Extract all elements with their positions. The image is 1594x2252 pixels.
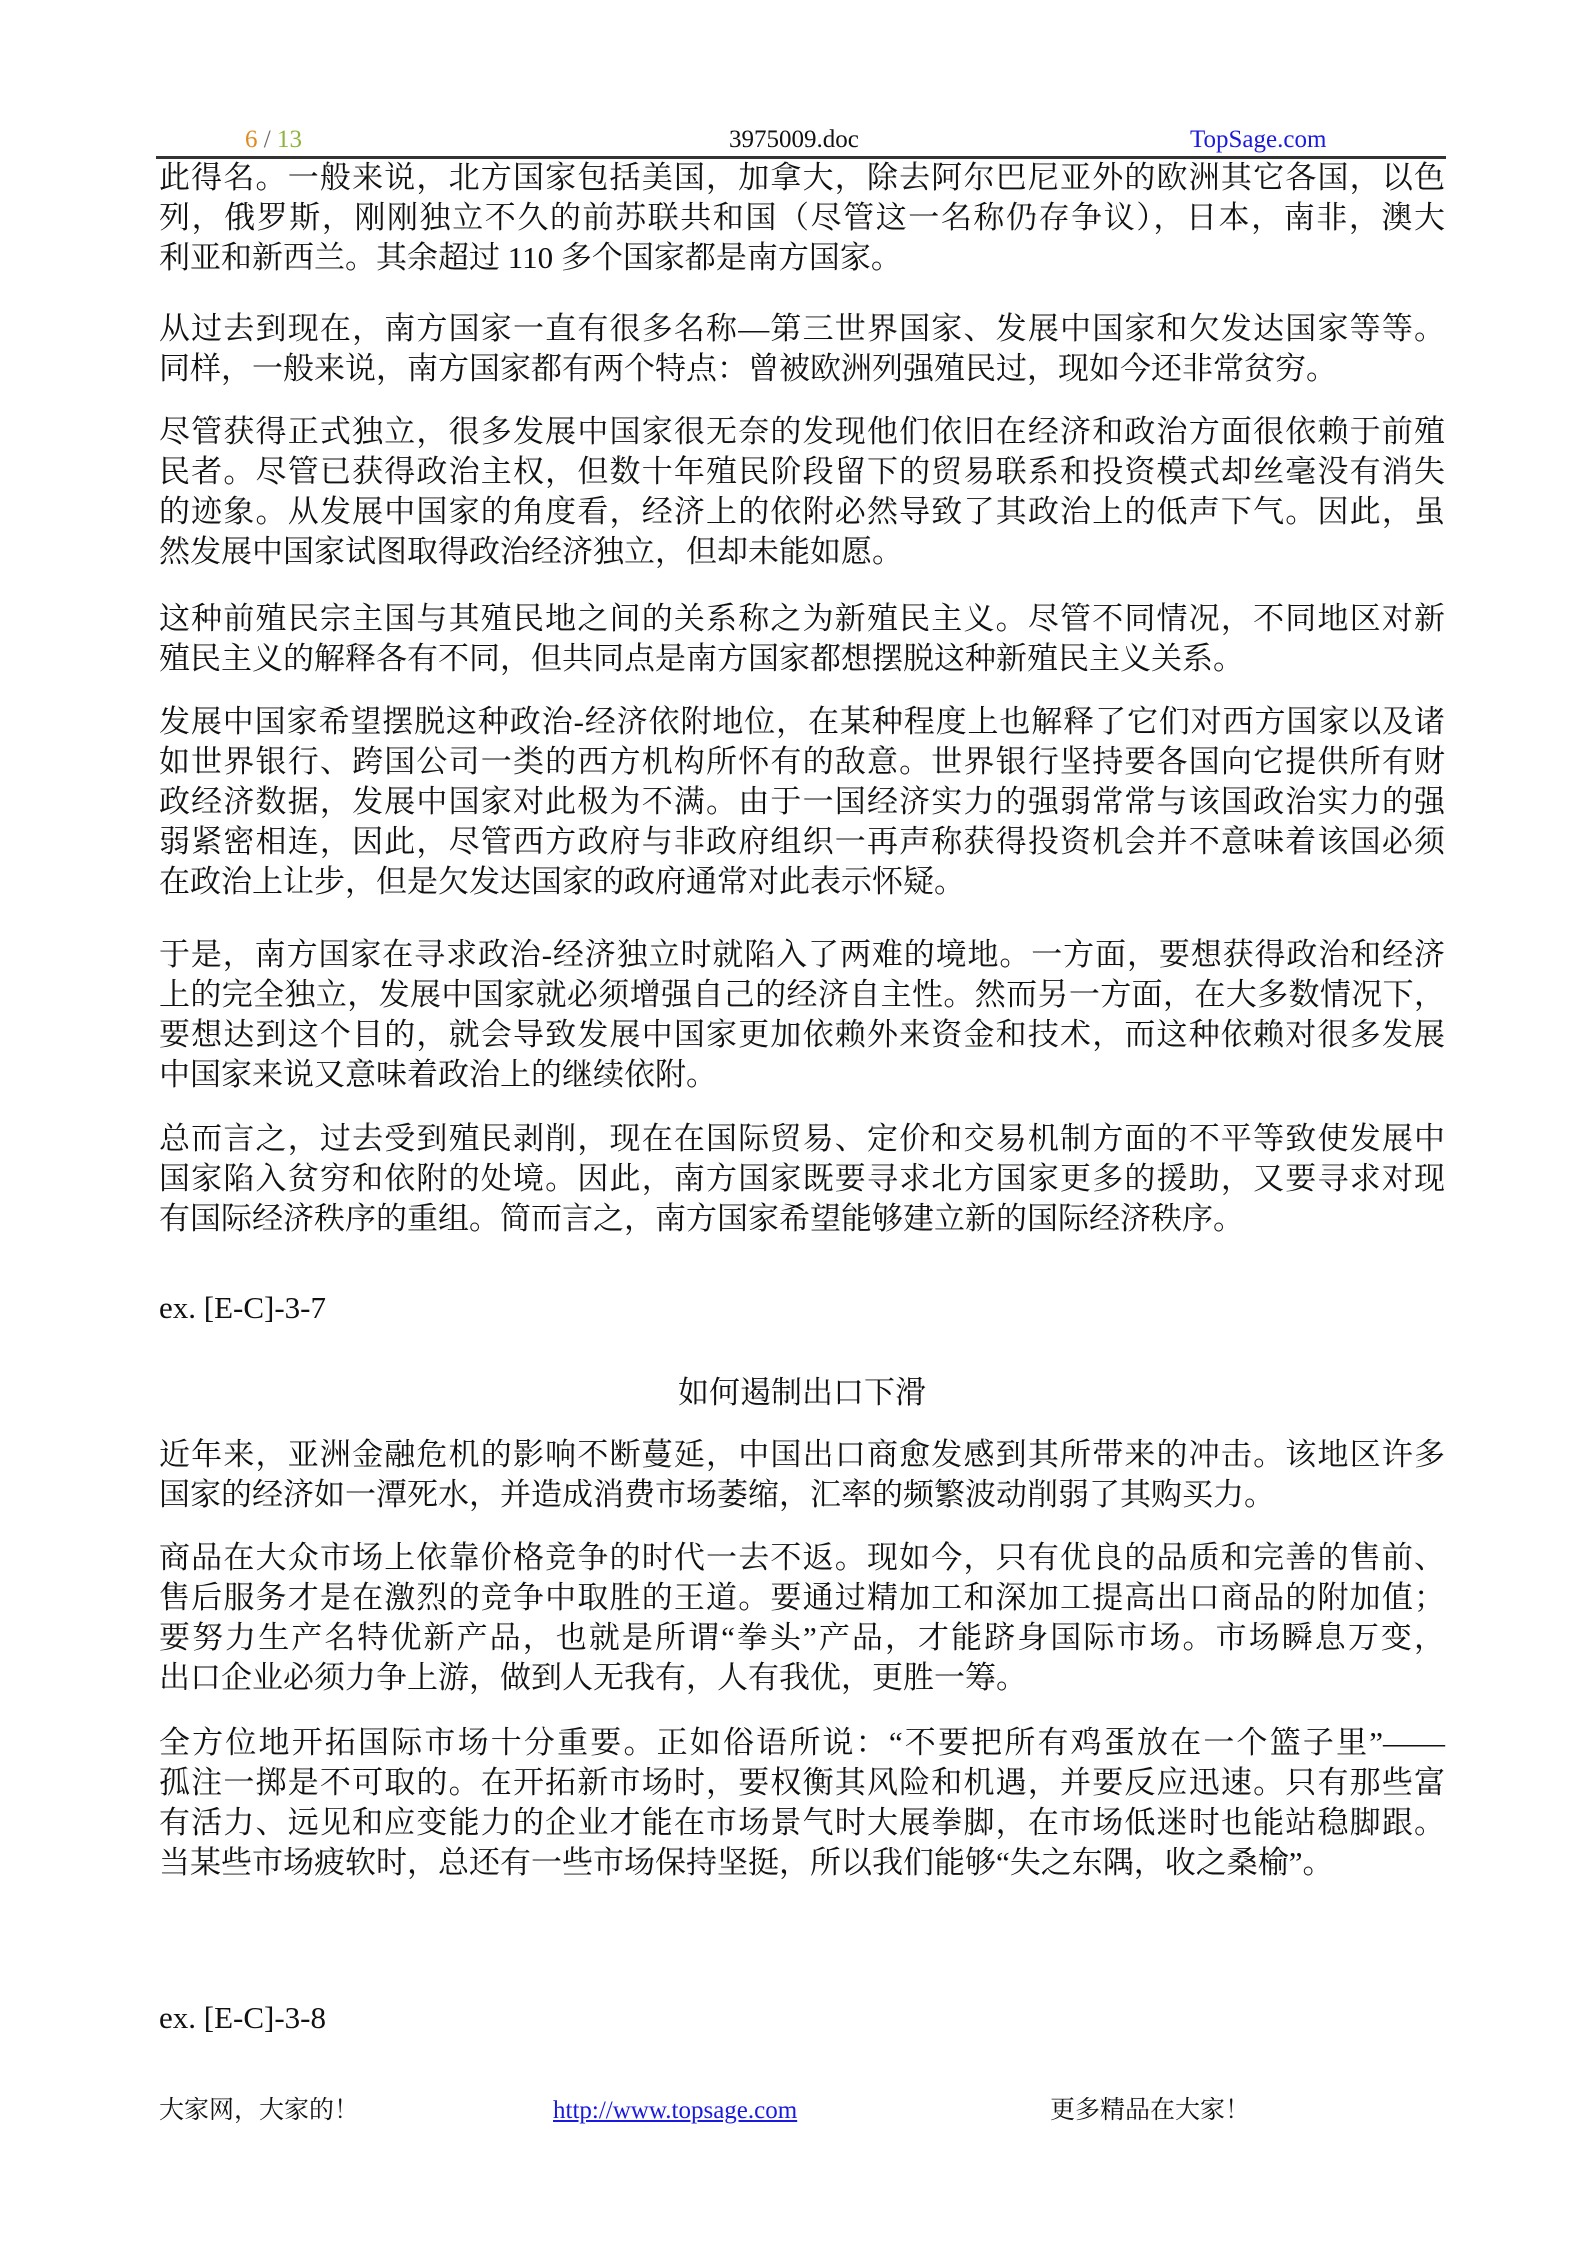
paragraph <box>159 158 1445 278</box>
document-filename: 3975009.doc <box>729 126 859 153</box>
paragraph <box>159 702 1445 902</box>
text-line: 孤注一掷是不可取的。在开拓新市场时，要权衡其风险和机遇，并要反应迅速。只有那些富 <box>159 1765 1445 1800</box>
paragraph <box>159 1435 1445 1515</box>
text-line: 于是，南方国家在寻求政治-经济独立时就陷入了两难的境地。一方面，要想获得政治和经济 <box>159 937 1445 972</box>
text-line: 要努力生产名特优新产品，也就是所谓“拳头”产品，才能跻身国际市场。市场瞬息万变， <box>159 1620 1445 1655</box>
text-line: 国家陷入贫穷和依附的处境。因此，南方国家既要寻求北方国家更多的援助，又要寻求对现 <box>159 1161 1445 1196</box>
footer-left-text: 大家网，大家的！ <box>159 2097 360 2124</box>
page-total: 13 <box>276 126 302 153</box>
text-line: 总而言之，过去受到殖民剥削，现在在国际贸易、定价和交易机制方面的不平等致使发展中 <box>159 1121 1445 1156</box>
paragraph <box>159 309 1445 389</box>
text-line: 这种前殖民宗主国与其殖民地之间的关系称之为新殖民主义。尽管不同情况，不同地区对新 <box>159 601 1445 636</box>
text-line: 从过去到现在，南方国家一直有很多名称—第三世界国家、发展中国家和欠发达国家等等。 <box>159 311 1445 346</box>
text-line: 全方位地开拓国际市场十分重要。正如俗语所说：“不要把所有鸡蛋放在一个篮子里”—— <box>159 1725 1445 1760</box>
section-title <box>159 1373 1445 1413</box>
text-line: 民者。尽管已获得政治主权，但数十年殖民阶段留下的贸易联系和投资模式却丝毫没有消失 <box>159 454 1445 489</box>
page-current: 6 <box>245 126 258 153</box>
footer-right-text: 更多精品在大家！ <box>1050 2097 1251 2124</box>
text-line: 如世界银行、跨国公司一类的西方机构所怀有的敌意。世界银行坚持要各国向它提供所有财 <box>159 744 1445 779</box>
text-line: 商品在大众市场上依靠价格竞争的时代一去不返。现如今，只有优良的品质和完善的售前、 <box>159 1540 1445 1575</box>
text-line: 要想达到这个目的，就会导致发展中国家更加依赖外来资金和技术，而这种依赖对很多发展 <box>159 1017 1445 1052</box>
text-line: 弱紧密相连，因此，尽管西方政府与非政府组织一再声称获得投资机会并不意味着该国必须 <box>159 824 1445 859</box>
paragraph <box>159 1538 1445 1698</box>
text-line: 尽管获得正式独立，很多发展中国家很无奈的发现他们依旧在经济和政治方面很依赖于前殖 <box>159 414 1445 449</box>
text-line: 在政治上让步，但是欠发达国家的政府通常对此表示怀疑。 <box>159 864 965 899</box>
text-line: 上的完全独立，发展中国家就必须增强自己的经济自主性。然而另一方面，在大多数情况下， <box>159 977 1445 1012</box>
text-line: 近年来，亚洲金融危机的影响不断蔓延，中国出口商愈发感到其所带来的冲击。该地区许多 <box>159 1437 1445 1472</box>
text-line: 当某些市场疲软时，总还有一些市场保持坚挺，所以我们能够“失之东隅，收之桑榆”。 <box>159 1845 1334 1880</box>
paragraph <box>159 935 1445 1095</box>
text-line: 有国际经济秩序的重组。简而言之，南方国家希望能够建立新的国际经济秩序。 <box>159 1201 1244 1236</box>
text-line: 发展中国家希望摆脱这种政治-经济依附地位，在某种程度上也解释了它们对西方国家以及诸 <box>159 704 1445 739</box>
paragraph <box>159 1723 1445 1883</box>
example-label <box>159 1998 1445 2038</box>
text-line: 同样，一般来说，南方国家都有两个特点：曾被欧洲列强殖民过，现如今还非常贫穷。 <box>159 351 1337 386</box>
text-line: 列，俄罗斯，刚刚独立不久的前苏联共和国（尽管这一名称仍存争议），日本，南非，澳大 <box>159 200 1445 235</box>
footer-link-anchor[interactable]: http://www.topsage.com <box>553 2097 798 2124</box>
text-line: 政经济数据，发展中国家对此极为不满。由于一国经济实力的强弱常常与该国政治实力的强 <box>159 784 1445 819</box>
text-line: ex. [E-C]-3-7 <box>159 1290 326 1325</box>
example-label <box>159 1288 1445 1328</box>
text-line: 的迹象。从发展中国家的角度看，经济上的依附必然导致了其政治上的低声下气。因此，虽 <box>159 494 1445 529</box>
text-line: 出口企业必须力争上游，做到人无我有，人有我优，更胜一筹。 <box>159 1660 1027 1695</box>
text-line: 中国家来说又意味着政治上的继续依附。 <box>159 1057 717 1092</box>
text-line: 殖民主义的解释各有不同，但共同点是南方国家都想摆脱这种新殖民主义关系。 <box>159 641 1244 676</box>
paragraph <box>159 412 1445 572</box>
text-line: 如何遏制出口下滑 <box>678 1375 926 1410</box>
paragraph <box>159 599 1445 679</box>
page-number <box>245 120 302 160</box>
text-line: 此得名。一般来说，北方国家包括美国，加拿大，除去阿尔巴尼亚外的欧洲其它各国，以色 <box>159 160 1445 195</box>
text-line: 有活力、远见和应变能力的企业才能在市场景气时大展拳脚，在市场低迷时也能站稳脚跟。 <box>159 1805 1445 1840</box>
page-separator: / <box>257 126 277 153</box>
site-name: TopSage.com <box>1190 126 1327 153</box>
footer-link[interactable] <box>553 2091 797 2131</box>
text-line: 国家的经济如一潭死水，并造成消费市场萎缩，汇率的频繁波动削弱了其购买力。 <box>159 1477 1275 1512</box>
text-line: 利亚和新西兰。其余超过 110 多个国家都是南方国家。 <box>159 240 902 275</box>
paragraph <box>159 1119 1445 1239</box>
text-line: ex. [E-C]-3-8 <box>159 2000 326 2035</box>
text-line: 然发展中国家试图取得政治经济独立，但却未能如愿。 <box>159 534 903 569</box>
text-line: 售后服务才是在激烈的竞争中取胜的王道。要通过精加工和深加工提高出口商品的附加值； <box>159 1580 1445 1615</box>
